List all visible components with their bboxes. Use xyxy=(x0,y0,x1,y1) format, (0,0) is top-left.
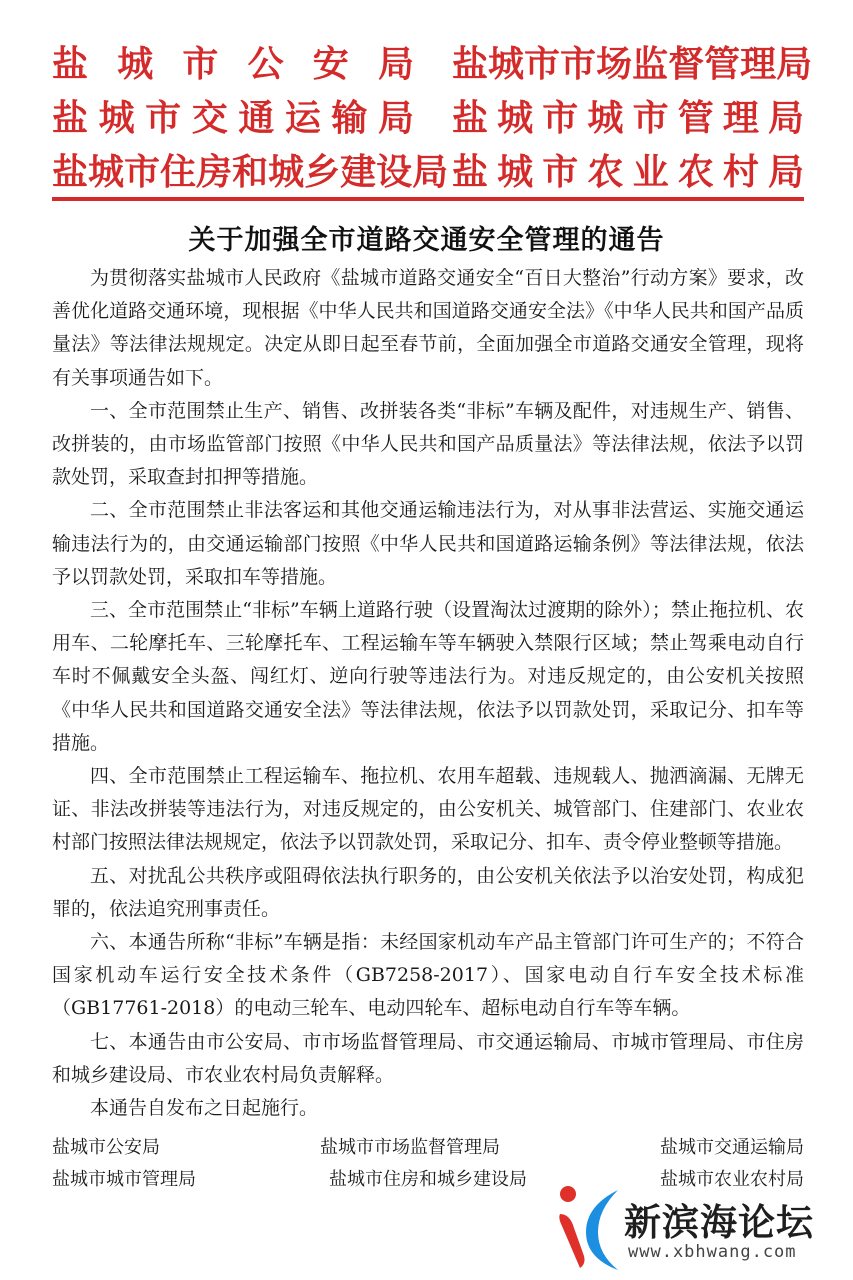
letterhead-row-2 xyxy=(52,92,804,146)
signature-row-1 xyxy=(52,1130,804,1162)
issuer-police: 盐 城 市 公 安 局 xyxy=(52,44,414,85)
forum-logo-icon xyxy=(556,1184,626,1274)
clause-4: 四、全市范围禁止工程运输车、拖拉机、农用车超载、违规载人、抛洒滴漏、无牌无证、非法改拼装等违法行为，对违反规定的，由公安机关、城管部门、住建部门、农业农村部门按照法律法规规定，依法予以罚款处罚，采取记分、扣车、责令停业整顿等措施。 xyxy=(52,765,804,854)
signature-transport: 盐城市交通运输局 xyxy=(660,1137,804,1158)
issuer-agriculture: 盐 城 市 农 业 农 村 局 xyxy=(452,152,804,193)
signature-market-regulation: 盐城市市场监督管理局 xyxy=(320,1137,500,1158)
intro-paragraph: 为贯彻落实盐城市人民政府《盐城市道路交通安全“百日大整治”行动方案》要求，改善优化道路交通环境，现根据《中华人民共和国道路交通安全法》《中华人民共和国产品质量法》等法律法规规定。决定从即日起至春节前，全面加强全市道路交通安全管理，现将有关事项通告如下。 xyxy=(52,267,804,389)
effective-clause: 本通告自发布之日起施行。 xyxy=(90,1097,319,1120)
letterhead-row-3 xyxy=(52,146,804,200)
signature-housing: 盐城市住房和城乡建设局 xyxy=(329,1169,527,1190)
red-divider xyxy=(52,197,804,201)
signature-police: 盐城市公安局 xyxy=(52,1137,160,1158)
clause-7: 七、本通告由市公安局、市市场监督管理局、市交通运输局、市城市管理局、市住房和城乡建设局、市农业农村局负责解释。 xyxy=(52,1030,804,1086)
site-watermark xyxy=(556,1184,848,1274)
issuer-urban-management: 盐 城 市 城 市 管 理 局 xyxy=(452,98,804,139)
clause-5: 五、对扰乱公共秩序或阻碍依法执行职务的，由公安机关依法予以治安处罚，构成犯罪的，依法追究刑事责任。 xyxy=(52,864,804,920)
notice-title: 关于加强全市道路交通安全管理的通告 xyxy=(188,225,665,256)
signature-urban-management: 盐城市城市管理局 xyxy=(52,1169,196,1190)
letterhead xyxy=(52,38,813,200)
issuer-transport: 盐 城 市 交 通 运 输 局 xyxy=(52,98,414,139)
notice-body xyxy=(52,262,804,1125)
clause-2: 二、全市范围禁止非法客运和其他交通运输违法行为，对从事非法营运、实施交通运输违法行为的，由交通运输部门按照《中华人民共和国道路运输条例》等法律法规，依法予以罚款处罚，采取扣车等措施。 xyxy=(52,499,804,588)
forum-name: 新滨海论坛 xyxy=(624,1201,814,1244)
clause-1: 一、全市范围禁止生产、销售、改拼装各类“非标”车辆及配件，对违规生产、销售、改拼装的，由市场监管部门按照《中华人民共和国产品质量法》等法律法规，依法予以罚款处罚，采取查封扣押等措施。 xyxy=(52,399,804,489)
letterhead-row-1 xyxy=(52,38,813,92)
forum-url: www.xbhwang.com xyxy=(628,1242,797,1262)
issuer-market-regulation: 盐 城 市 市 场 监 督 管 理 局 xyxy=(452,44,813,85)
clause-3: 三、全市范围禁止“非标”车辆上道路行驶（设置淘汰过渡期的除外）；禁止拖拉机、农用车、二轮摩托车、三轮摩托车、工程运输车等车辆驶入禁限行区域；禁止驾乘电动自行车时不佩戴安全头盔、闯红灯、逆向行驶等违法行为。对违反规定的，由公安机关按照《中华人民共和国道路交通安全法》等法律法规，依法予以罚款处罚，采取记分、扣车等措施。 xyxy=(52,599,804,754)
clause-6: 六、本通告所称“非标”车辆是指：未经国家机动车产品主管部门许可生产的；不符合国家机动车运行安全技术条件（GB7258-2017）、国家电动自行车安全技术标准（GB17761-2018）的电动三轮车、电动四轮车、超标电动自行车等车辆。 xyxy=(52,931,804,1020)
issuer-housing: 盐 城 市 住 房 和 城 乡 建 设 局 xyxy=(52,152,449,193)
signature-agriculture: 盐城市农业农村局 xyxy=(660,1169,804,1190)
